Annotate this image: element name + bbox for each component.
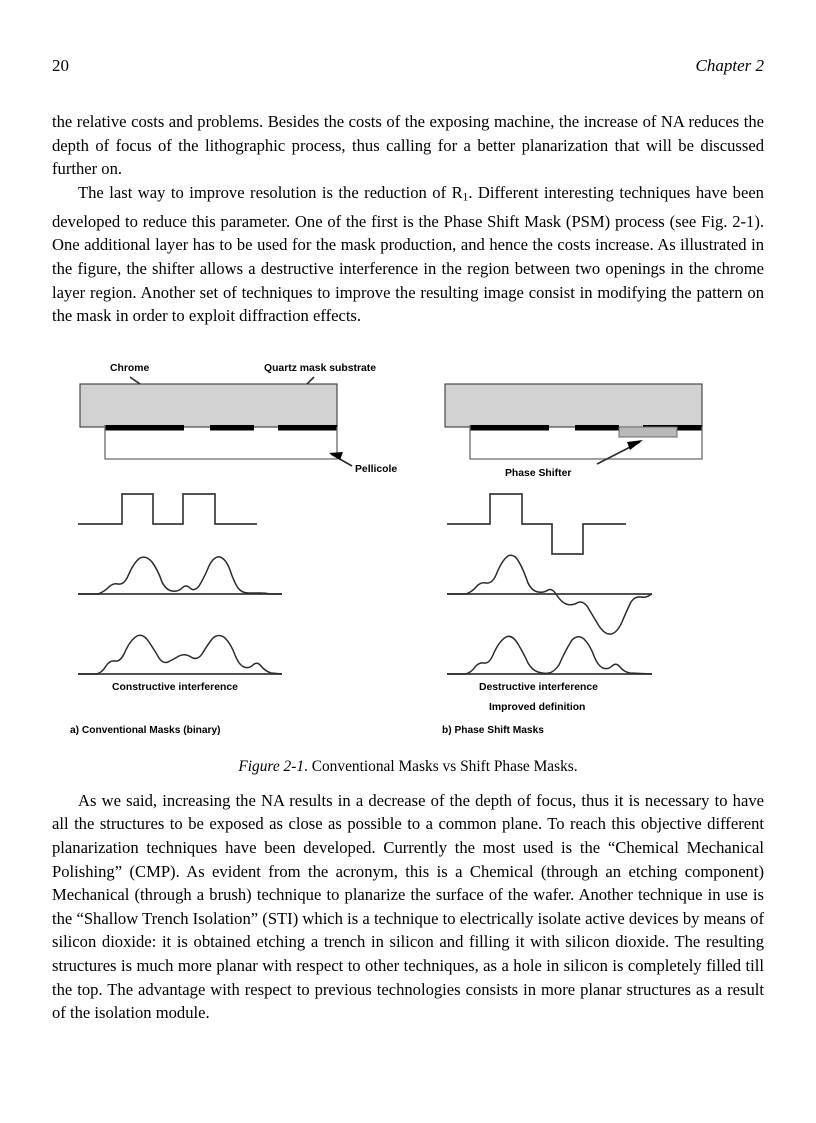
chrome-bar-left-1 — [105, 425, 184, 431]
destructive-interference-label: Destructive interference — [479, 681, 598, 693]
phase-shifter-label: Phase Shifter — [505, 467, 572, 479]
paragraph-2-part-a: The last way to improve resolution is the reduction of R — [78, 182, 463, 202]
chrome-bar-right-2 — [575, 425, 619, 431]
paragraph-2-part-b: . Different interesting techniques have been developed to reduce this parameter. One of the first is the Phase Shift Mask (PSM) process (see Fig. 2-1). One additional layer has to be used for the mask production, and hence the costs increase. As illustrated in the figure, the shifter allows a destructive interference in the region between two openings in the chrome layer region. Another set of techniques to improve the resulting image consist in modifying the pattern on the mask in order to exploit diffraction effects. — [52, 182, 764, 326]
figure-caption-label: Figure 2-1 — [238, 757, 305, 775]
chrome-bar-left-3 — [278, 425, 337, 431]
subscript-r1: 1 — [462, 191, 469, 204]
page-number: 20 — [52, 56, 69, 75]
figure-subcaptions — [52, 719, 764, 745]
improved-definition-label: Improved definition — [489, 701, 586, 713]
running-head — [52, 56, 764, 76]
subcaption-a: a) Conventional Masks (binary) — [70, 724, 221, 736]
right-waveform-square — [447, 494, 626, 554]
figure-2-1 — [52, 354, 764, 777]
figure-spacer — [52, 777, 764, 789]
phase-shifter-arrow-icon — [597, 440, 643, 464]
constructive-interference-label: Constructive interference — [112, 681, 238, 693]
paragraph-3: As we said, increasing the NA results in a decrease of the depth of focus, thus it is necessary to have all the structures to be exposed as close as possible to a common plane. To reach this objective different planarization techniques have been developed. Currently the most used is the “Chemical Mechanical Polishing” (CMP). As evident from the acronym, this is a Chemical (through an etching component) Mechanical (through a brush) technique to planarize the surface of the wafer. Another technique in use is the “Shallow Trench Isolation” (STI) which is a technique to electrically isolate active devices by means of silicon dioxide: it is obtained etching a trench in silicon and filling it with silicon dioxide. The resulting structures is much more planar with respect to other techniques, as a hole in silicon is completely filled till the top. The advantage with respect to previous technologies consists in more planar structures as a result of the isolation module. — [52, 790, 764, 1023]
right-waveform-amplitude — [447, 555, 652, 634]
chrome-bar-left-2 — [210, 425, 254, 431]
figure-caption-text: . Conventional Masks vs Shift Phase Masks. — [304, 757, 578, 775]
quartz-substrate-label: Quartz mask substrate — [264, 362, 377, 374]
figure-graphic — [52, 354, 764, 745]
mask-comparison-diagram — [52, 354, 764, 719]
quartz-substrate-left — [80, 384, 337, 427]
figure-caption — [52, 757, 764, 777]
chrome-label: Chrome — [110, 362, 150, 374]
pellicole-label: Pellicole — [355, 463, 398, 475]
left-waveform-amplitude — [78, 557, 282, 594]
left-waveform-square — [78, 494, 257, 524]
subcaption-b: b) Phase Shift Masks — [442, 724, 544, 736]
chapter-title: Chapter 2 — [695, 56, 764, 75]
left-waveform-intensity — [78, 635, 282, 674]
right-waveform-intensity — [447, 636, 652, 674]
chrome-bar-right-1 — [470, 425, 549, 431]
conventional-mask-group — [78, 363, 397, 693]
paragraph-1: the relative costs and problems. Besides the costs of the exposing machine, the increase of NA reduces the depth of focus of the lithographic process, thus calling for a better planarization that will be discussed further on. — [52, 112, 764, 179]
quartz-substrate-right — [445, 384, 702, 427]
paragraph-2 — [52, 181, 764, 328]
page-content — [52, 56, 764, 1025]
phase-shift-mask-group — [445, 384, 702, 713]
phase-shifter-block — [619, 427, 677, 437]
